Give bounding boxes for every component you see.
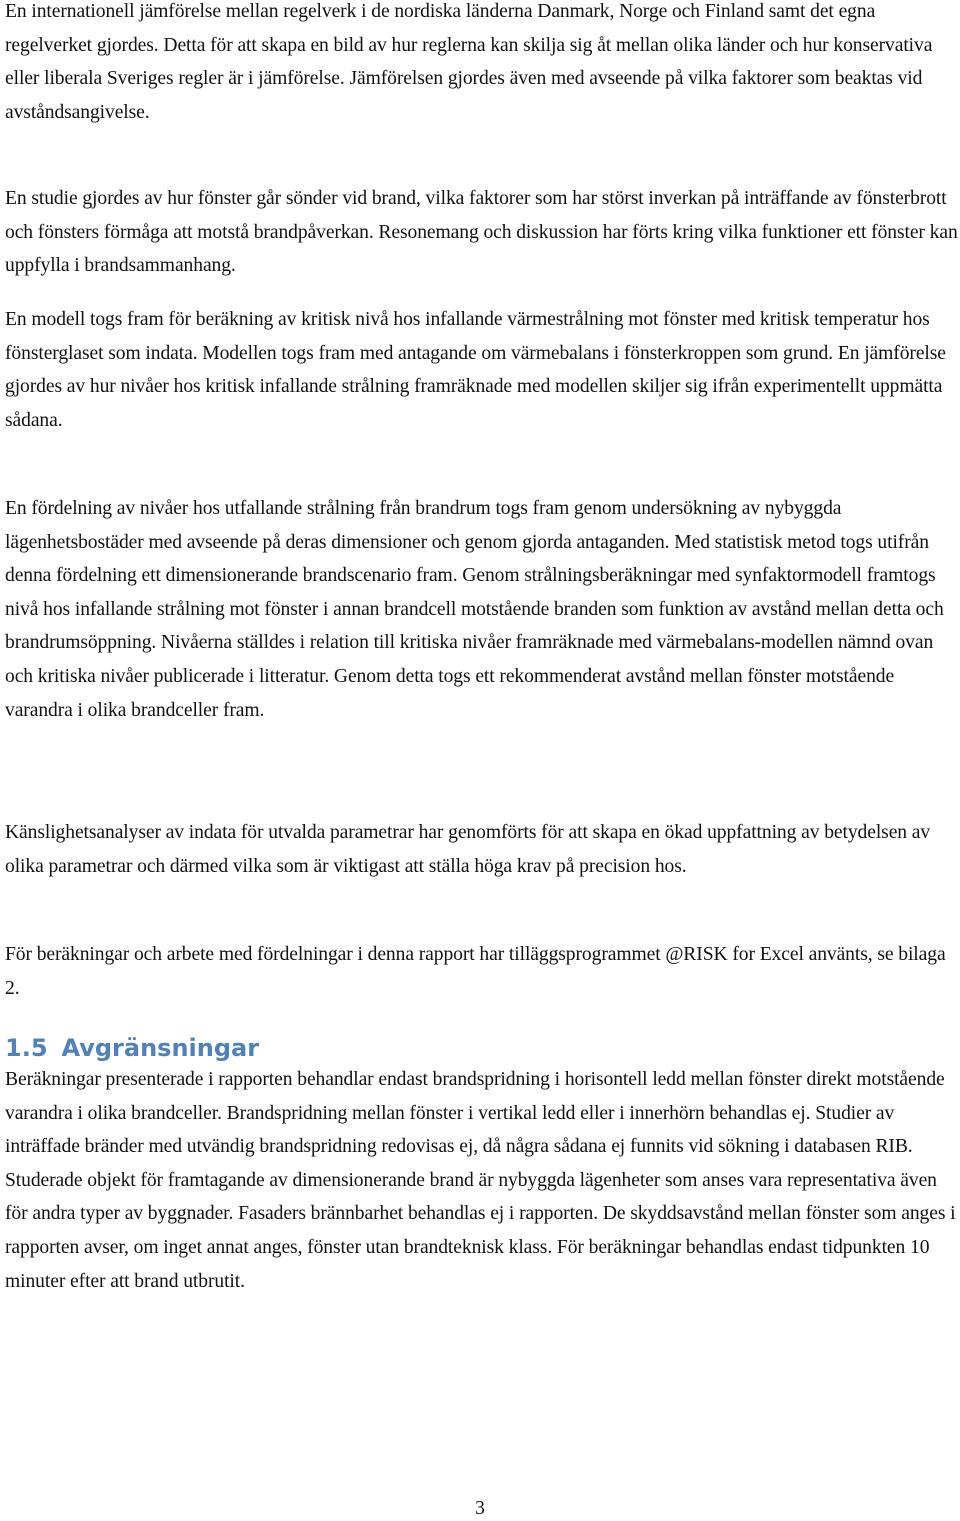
paragraph-critical-radiation-model: En modell togs fram för beräkning av kritisk nivå hos infallande värmestrålning mot fönster med kritisk temperatur hos fönsterglaset som indata. Modellen togs fram med antagande om värmebalans i fönsterkroppen som grund. En jämförelse gjordes av hur nivåer hos kritisk infallande strålning framräknade med modellen skiljer sig ifrån experimentellt uppmätta sådana. xyxy=(5,309,946,431)
paragraph-nordic-comparison: En internationell jämförelse mellan regelverk i de nordiska länderna Danmark, Norge och Finland samt det egna regelverket gjordes. Detta för att skapa en bild av hur reglerna kan skilja sig åt mellan olika länder och hur konservativa eller liberala Sveriges regler är i jämförelse. Jämförelsen gjordes även med avseende på vilka faktorer som beaktas vid avståndsangivelse. xyxy=(5,1,933,123)
section-number: 1.5 xyxy=(5,1034,48,1062)
paragraph-sensitivity-analysis: Känslighetsanalyser av indata för utvalda parametrar har genomförts för att skapa en ökad uppfattning av betydelsen av olika parametrar och därmed vilka som är viktigast att ställa höga krav på precision hos. xyxy=(5,822,931,877)
section-title: Avgränsningar xyxy=(61,1034,260,1062)
section-heading xyxy=(5,1028,259,1068)
paragraph-window-breakage-study: En studie gjordes av hur fönster går sönder vid brand, vilka faktorer som har störst inverkan på inträffande av fönsterbrott och fönsters förmåga att motstå brandpåverkan. Resonemang och diskussion har förts kring vilka funktioner ett fönster kan uppfylla i brandsammanhang. xyxy=(5,188,958,277)
paragraph-risk-software: För beräkningar och arbete med fördelningar i denna rapport har tilläggsprogrammet @RISK for Excel använts, se bilaga 2. xyxy=(5,944,946,999)
paragraph-delimitations: Beräkningar presenterade i rapporten behandlar endast brandspridning i horisontell ledd mellan fönster direkt motstående varandra i olika brandceller. Brandspridning mellan fönster i vertikal ledd eller i innerhörn behandlas ej. Studier av inträffade bränder med utvändig brandspridning redovisas ej, då några sådana ej funnits vid sökning i databasen RIB. Studerade objekt för framtagande av dimensionerande brand är nybyggda lägenheter som anses vara representativa även för andra typer av byggnader. Fasaders brännbarhet behandlas ej i rapporten. De skyddsavstånd mellan fönster som anges i rapporten avser, om inget annat anges, fönster utan brandteknisk klass. För beräkningar behandlas endast tidpunkten 10 minuter efter att brand utbrutit. xyxy=(5,1069,956,1292)
paragraph-radiation-distribution: En fördelning av nivåer hos utfallande strålning från brandrum togs fram genom undersökning av nybyggda lägenhetsbostäder med avseende på deras dimensioner och genom gjorda antaganden. Med statistisk metod togs utifrån denna fördelning ett dimensionerande brandscenario fram. Genom strålningsberäkningar med synfaktormodell framtogs nivå hos infallande strålning mot fönster i annan brandcell motstående branden som funktion av avstånd mellan detta och brandrumsöppning. Nivåerna ställdes i relation till kritiska nivåer framräknade med värmebalans-modellen nämnd ovan och kritiska nivåer publicerade i litteratur. Genom detta togs ett rekommenderat avstånd mellan fönster motstående varandra i olika brandceller fram. xyxy=(5,498,944,721)
page-number: 3 xyxy=(475,1498,485,1519)
